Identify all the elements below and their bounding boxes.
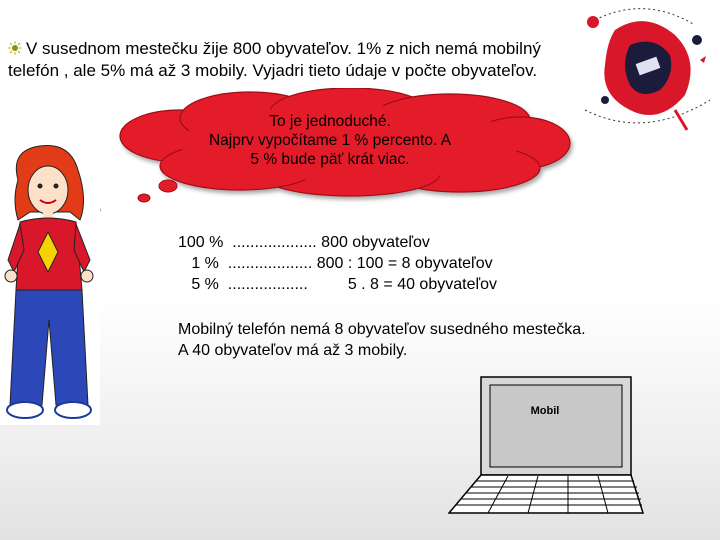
laptop-label: Mobil [530, 405, 560, 417]
thought-line-3: 5 % bude päť krát viac. [250, 151, 410, 168]
problem-line-1 [8, 38, 608, 60]
answer-line-2: A 40 obyvateľov má až 3 mobily. [178, 342, 408, 359]
cartoon-girl-icon [0, 140, 100, 425]
answer-line-1: Mobilný telefón nemá 8 obyvateľov susedného mestečka. [178, 321, 586, 338]
calc-row-100: 100 % ................... 800 obyvateľov [178, 234, 430, 251]
thought-line-1: To je jednoduché. [269, 113, 391, 130]
party-clipart-icon [575, 0, 720, 140]
thought-line-2: Najprv vypočítame 1 % percento. A [208, 132, 452, 149]
problem-text-1: V susednom mestečku žije 800 obyvateľov. 1% z nich nemá mobilný [26, 39, 541, 58]
answer-block [178, 319, 698, 361]
calculation-block [178, 232, 497, 295]
problem-line-2: telefón , ale 5% má až 3 mobily. Vyjadri tieto údaje v počte obyvateľov. [8, 61, 538, 80]
thought-text [160, 112, 500, 169]
problem-statement [8, 38, 608, 82]
sun-bullet-icon [8, 41, 22, 55]
laptop-icon [448, 376, 644, 516]
calc-row-5: 5 % .................. 5 . 8 = 40 obyvateľov [178, 276, 498, 293]
calc-row-1: 1 % ................... 800 : 100 = 8 obyvateľov [178, 255, 493, 272]
